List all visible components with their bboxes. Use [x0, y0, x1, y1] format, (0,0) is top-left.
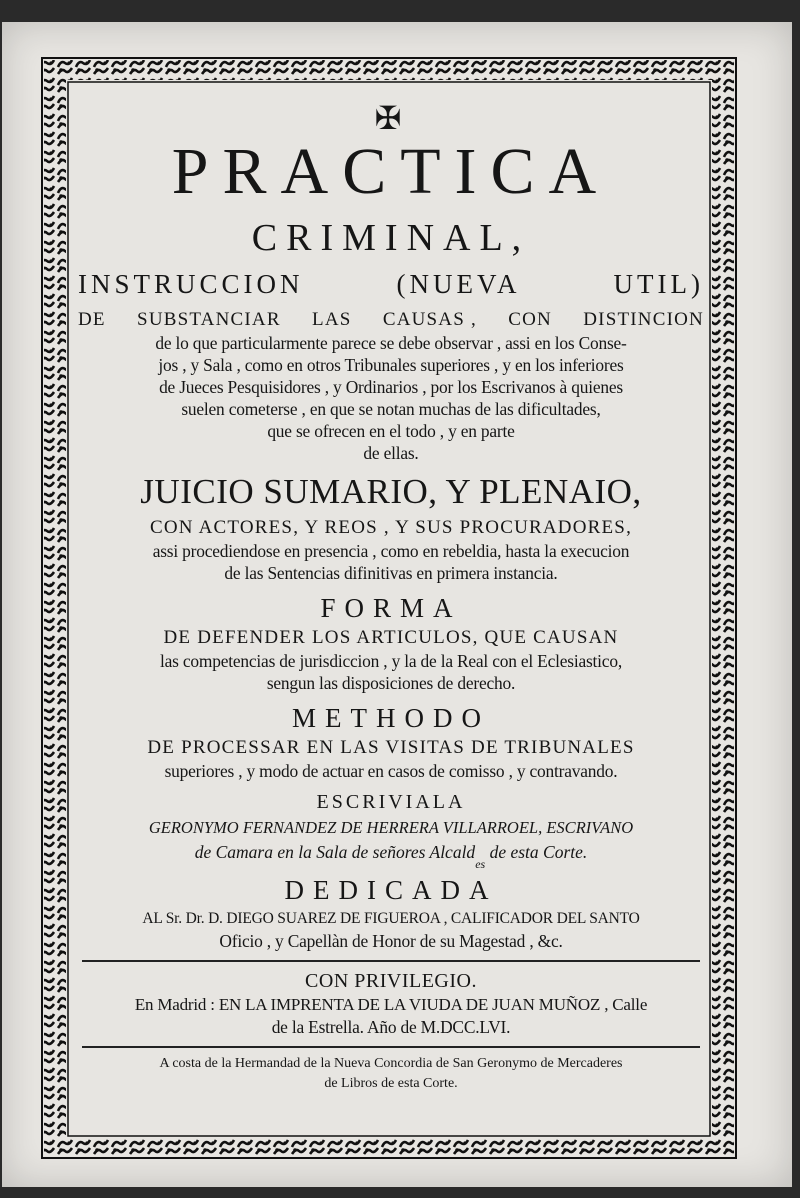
paragraph-2-head: CON ACTORES, Y REOS , Y SUS PROCURADORES, — [149, 517, 633, 538]
dedication-line: Oficio , y Capellàn de Honor de su Magestad , &c. — [219, 931, 563, 951]
dedication-line: AL Sr. Dr. D. DIEGO SUAREZ DE FIGUEROA , CALIFICADOR DEL SANTO — [142, 910, 640, 927]
paragraph-1-line: de ellas. — [363, 443, 419, 463]
paragraph-3-head: DE DEFENDER LOS ARTICULOS, QUE CAUSAN — [163, 627, 619, 648]
paragraph-4-line: superiores , y modo de actuar en casos de comisso , y contravando. — [164, 761, 618, 781]
subtitle-criminal: CRIMINAL, — [251, 217, 531, 259]
instruccion-heading: INSTRUCCION (NUEVA UTIL) — [78, 269, 704, 299]
cross-ornament: ✠ — [374, 99, 402, 137]
author-line: GERONYMO FERNANDEZ DE HERRERA VILLARROEL, ESCRIVANO — [148, 818, 634, 837]
divider-rule — [82, 1046, 700, 1048]
title-page — [2, 22, 792, 1187]
paragraph-1-line: de Jueces Pesquisidores , y Ordinarios , por los Escrivanos à quienes — [159, 377, 623, 397]
paragraph-1-line: suelen cometerse , en que se notan muchas de las dificultades, — [181, 399, 601, 419]
paragraph-4-head: DE PROCESSAR EN LAS VISITAS DE TRIBUNALES — [147, 737, 635, 758]
paragraph-1-line: que se ofrecen en el todo , y en parte — [267, 421, 515, 441]
privilegio-line: CON PRIVILEGIO. — [305, 970, 477, 992]
imprint-line: de la Estrella. Año de M.DCC.LVI. — [271, 1017, 511, 1037]
forma-heading: FORMA — [320, 593, 462, 623]
escriviala-heading: ESCRIVIALA — [316, 791, 466, 813]
author-line-2: de Camara en la Sala de señores Alcald$_{es}$ de esta Corte. — [194, 842, 588, 871]
paragraph-3-line: las competencias de jurisdiccion , y la de la Real con el Eclesiastico, — [160, 651, 622, 671]
footer-line: de Libros de esta Corte. — [324, 1076, 458, 1091]
paragraph-1-line: de lo que particularmente parece se debe observar , assi en los Conse- — [155, 333, 627, 353]
main-title: PRACTICA — [171, 135, 611, 208]
divider-rule — [82, 960, 700, 962]
paragraph-1-head: DE SUBSTANCIAR LAS CAUSAS , CON DISTINCION — [78, 309, 704, 330]
paragraph-1-line: jos , y Sala , como en otros Tribunales superiores , y en los inferiores — [158, 355, 624, 375]
imprint-line: En Madrid : EN LA IMPRENTA DE LA VIUDA DE JUAN MUÑOZ , Calle — [134, 995, 648, 1014]
footer-line: A costa de la Hermandad de la Nueva Concordia de San Geronymo de Mercaderes — [159, 1056, 623, 1071]
paragraph-2-line: assi procediendose en presencia , como en rebeldia, hasta la execucion — [152, 541, 630, 561]
paragraph-3-line: sengun las disposiciones de derecho. — [266, 673, 516, 693]
methodo-heading: METHODO — [292, 703, 490, 733]
dedicada-heading: DEDICADA — [284, 875, 498, 905]
juicio-heading: JUICIO SUMARIO, Y PLENAIO, — [140, 472, 642, 511]
title-page-text — [78, 100, 704, 1130]
paragraph-2-line: de las Sentencias difinitivas en primera instancia. — [224, 563, 558, 583]
